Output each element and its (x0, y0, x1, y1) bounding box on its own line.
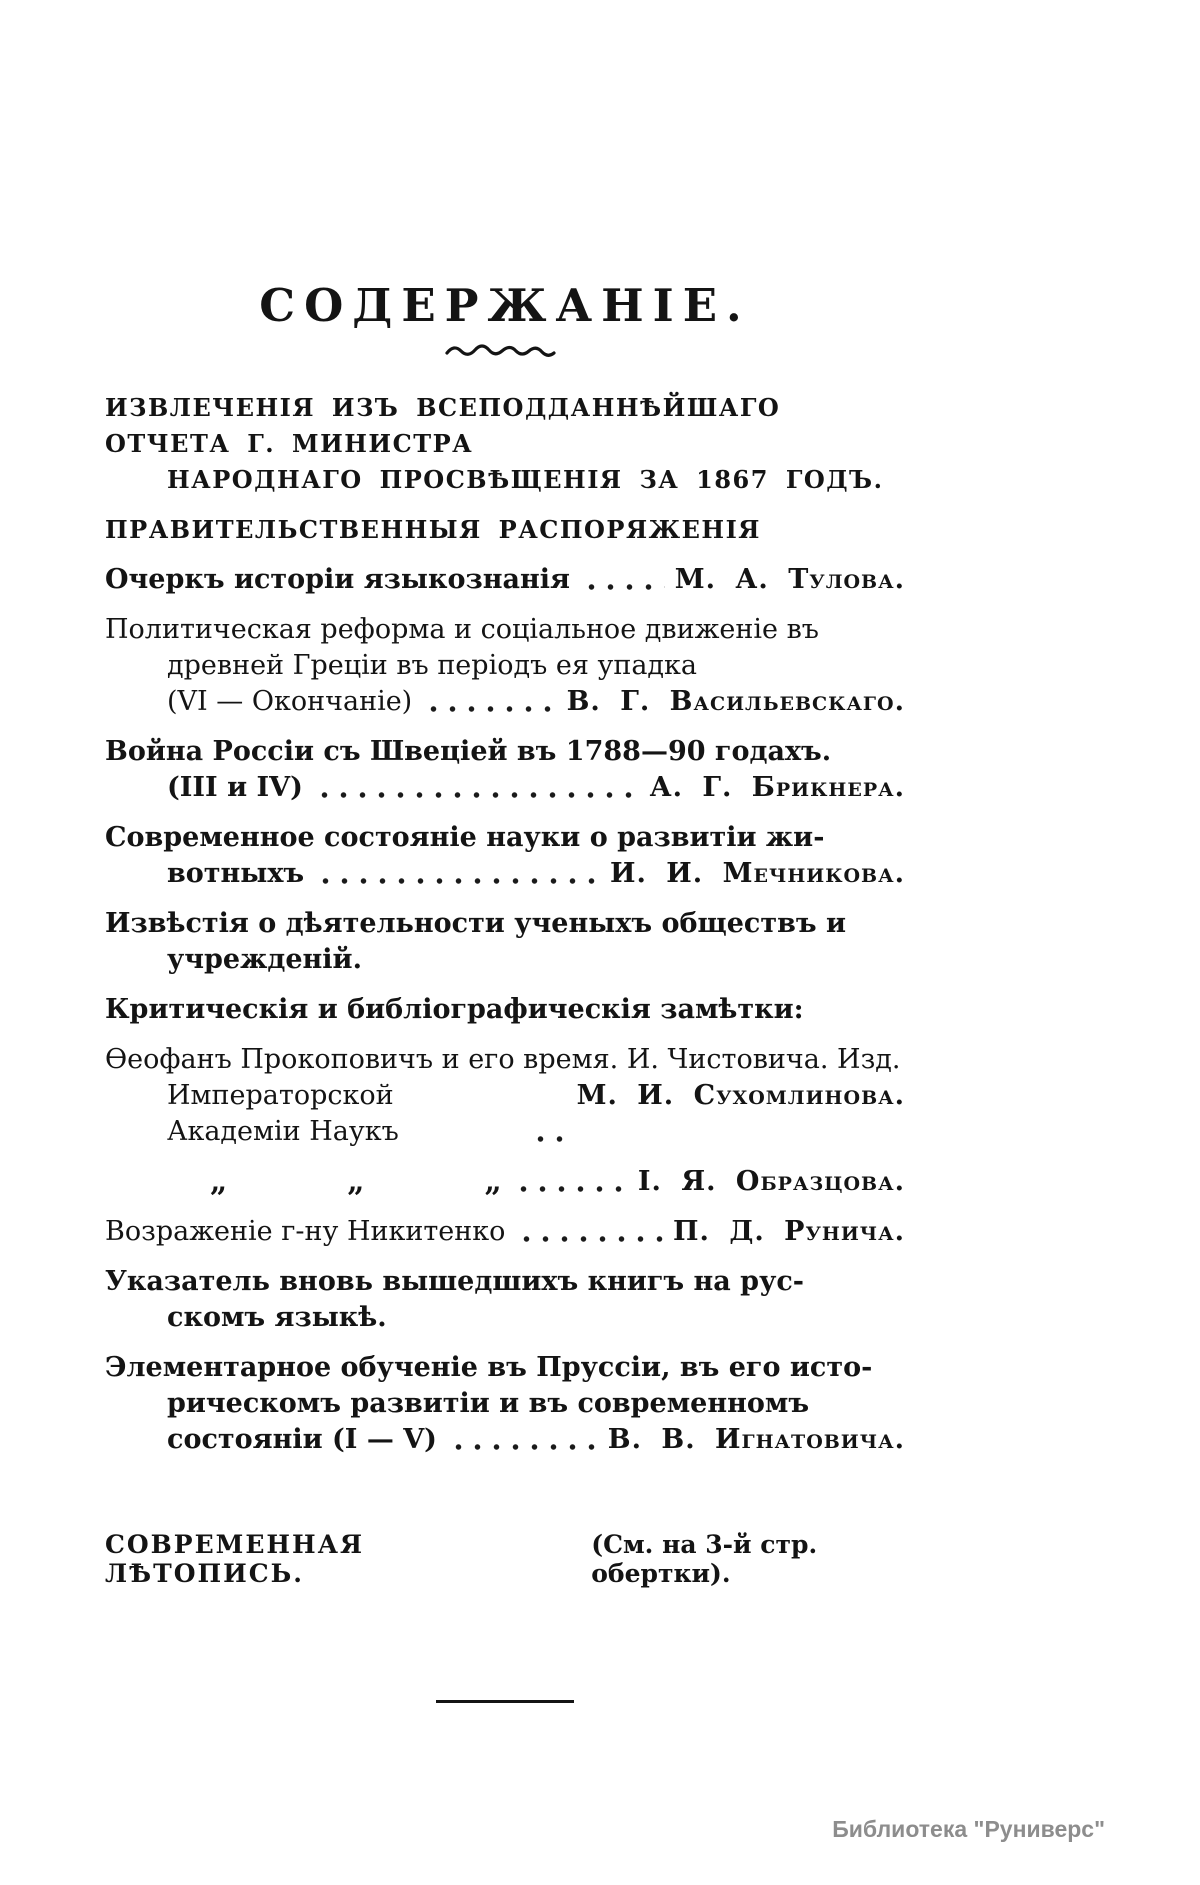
chronicle-label: СОВРЕМЕННАЯ ЛѢТОПИСЬ. (105, 1530, 365, 1588)
toc-author: М. И. Сухомлинова. (576, 1080, 905, 1111)
toc-author: А. Г. Брикнера. (649, 772, 905, 803)
toc-line (105, 1164, 905, 1200)
toc-line-text: учрежденій. (167, 944, 362, 975)
toc-line-text: состояніи (I — V) (167, 1424, 437, 1455)
toc-line-text: (III и IV) (167, 772, 303, 803)
toc-entry-political-reform-greece (105, 612, 905, 720)
toc-line-text: Ѳеофанъ Прокоповичъ и его время. И. Чистовича. Изд. (105, 1044, 901, 1075)
toc-entry-war-russia-sweden (105, 734, 905, 806)
toc-entry-feofan-prokopovich (105, 1042, 905, 1150)
toc-line-text: Императорской Академіи Наукъ (167, 1080, 403, 1147)
dot-leader (582, 584, 665, 590)
toc-author: В. В. Игнатовича. (607, 1424, 905, 1455)
toc-entry-government-orders (105, 512, 905, 548)
toc-entry-critical-notes-heading (105, 992, 905, 1028)
dot-leader (424, 706, 556, 712)
toc-line-text: Очеркъ исторіи языкознанія (105, 564, 570, 595)
toc-author: І. Я. Образцова. (637, 1166, 905, 1197)
toc-line (105, 906, 905, 942)
toc-line (105, 1422, 905, 1458)
toc-author: В. Г. Васильевскаго. (566, 686, 905, 717)
toc-line-text: Извѣстія о дѣятельности ученыхъ обществъ и (105, 908, 846, 939)
toc-line (105, 942, 905, 978)
toc-line (105, 562, 905, 598)
toc-line-text: Возраженіе г-ну Никитенко (105, 1216, 506, 1247)
toc-line (105, 1264, 905, 1300)
toc-line (105, 390, 905, 462)
dot-leader (517, 1236, 663, 1242)
toc-entry-ditto-row (105, 1164, 905, 1200)
toc-line (105, 462, 905, 498)
toc-line-text: НАРОДНАГО ПРОСВѢЩЕНІЯ ЗА 1867 ГОДЪ. (167, 465, 884, 494)
dot-leader (315, 792, 640, 798)
toc-line (105, 1078, 905, 1150)
toc-line (105, 648, 905, 684)
toc-entry-science-animal-development (105, 820, 905, 892)
toc-line-text: Война Россіи съ Швеціей въ 1788—90 годахъ. (105, 736, 832, 767)
page-title: СОДЕРЖАНІЕ. (259, 279, 751, 332)
toc-line-text: рическомъ развитіи и въ современномъ (167, 1388, 810, 1419)
toc-line-text: ИЗВЛЕЧЕНІЯ ИЗЪ ВСЕПОДДАННѢЙШАГО ОТЧЕТА Г. МИНИСТРА (105, 393, 798, 458)
divider-rule (436, 1700, 574, 1703)
toc-entries (105, 390, 905, 1458)
toc-line (105, 734, 905, 770)
dot-leader (449, 1444, 598, 1450)
toc-line-text: Указатель вновь вышедшихъ книгъ на рус- (105, 1266, 804, 1297)
toc-line-text: Критическія и библіографическія замѣтки: (105, 994, 804, 1025)
dot-leader (514, 1186, 628, 1192)
toc-entry-essay-linguistics (105, 562, 905, 598)
toc-line (105, 612, 905, 648)
library-watermark: Библиотека "Руниверс" (832, 1816, 1105, 1842)
toc-line-text: Современное состояніе науки о развитіи жи- (105, 822, 825, 853)
toc-entry-minister-report (105, 390, 905, 498)
toc-line (105, 820, 905, 856)
dot-leader (316, 878, 600, 884)
squiggle-divider-icon (445, 344, 565, 360)
toc-line (105, 684, 905, 720)
toc-line (105, 856, 905, 892)
toc-line-text: вотныхъ (167, 858, 305, 889)
toc-author: П. Д. Рунича. (673, 1216, 905, 1247)
toc-entry-learned-societies-news (105, 906, 905, 978)
chronicle-note: (См. на 3-й стр. обертки). (591, 1530, 818, 1588)
toc-line-text: ПРАВИТЕЛЬСТВЕННЫЯ РАСПОРЯЖЕНІЯ (105, 515, 761, 544)
toc-entry-new-books-index (105, 1264, 905, 1336)
toc-entry-objection-nikitenko (105, 1214, 905, 1250)
toc-line (105, 770, 905, 806)
chronicle-row (105, 1530, 905, 1588)
toc-author: И. И. Мечникова. (609, 858, 905, 889)
toc-line-text: Политическая реформа и соціальное движеніе въ (105, 614, 819, 645)
toc-line (105, 1214, 905, 1250)
toc-line-text: „ „ „ (210, 1164, 502, 1199)
toc-line (105, 1386, 905, 1422)
toc-line (105, 1350, 905, 1386)
toc-line-text: Элементарное обученіе въ Пруссіи, въ его исто- (105, 1352, 873, 1383)
toc-entry-elementary-education-prussia (105, 1350, 905, 1458)
dot-leader (531, 1136, 567, 1142)
toc-author: М. А. Тулова. (674, 564, 905, 595)
toc-line (105, 512, 905, 548)
toc-line (105, 1042, 905, 1078)
toc-line (105, 992, 905, 1028)
toc-line (105, 1300, 905, 1336)
toc-line-text: древней Греціи въ періодъ ея упадка (167, 650, 698, 681)
toc-line-text: скомъ языкѣ. (167, 1302, 387, 1333)
toc-line-text: (VI — Окончаніе) (167, 686, 413, 717)
page (105, 0, 905, 1703)
